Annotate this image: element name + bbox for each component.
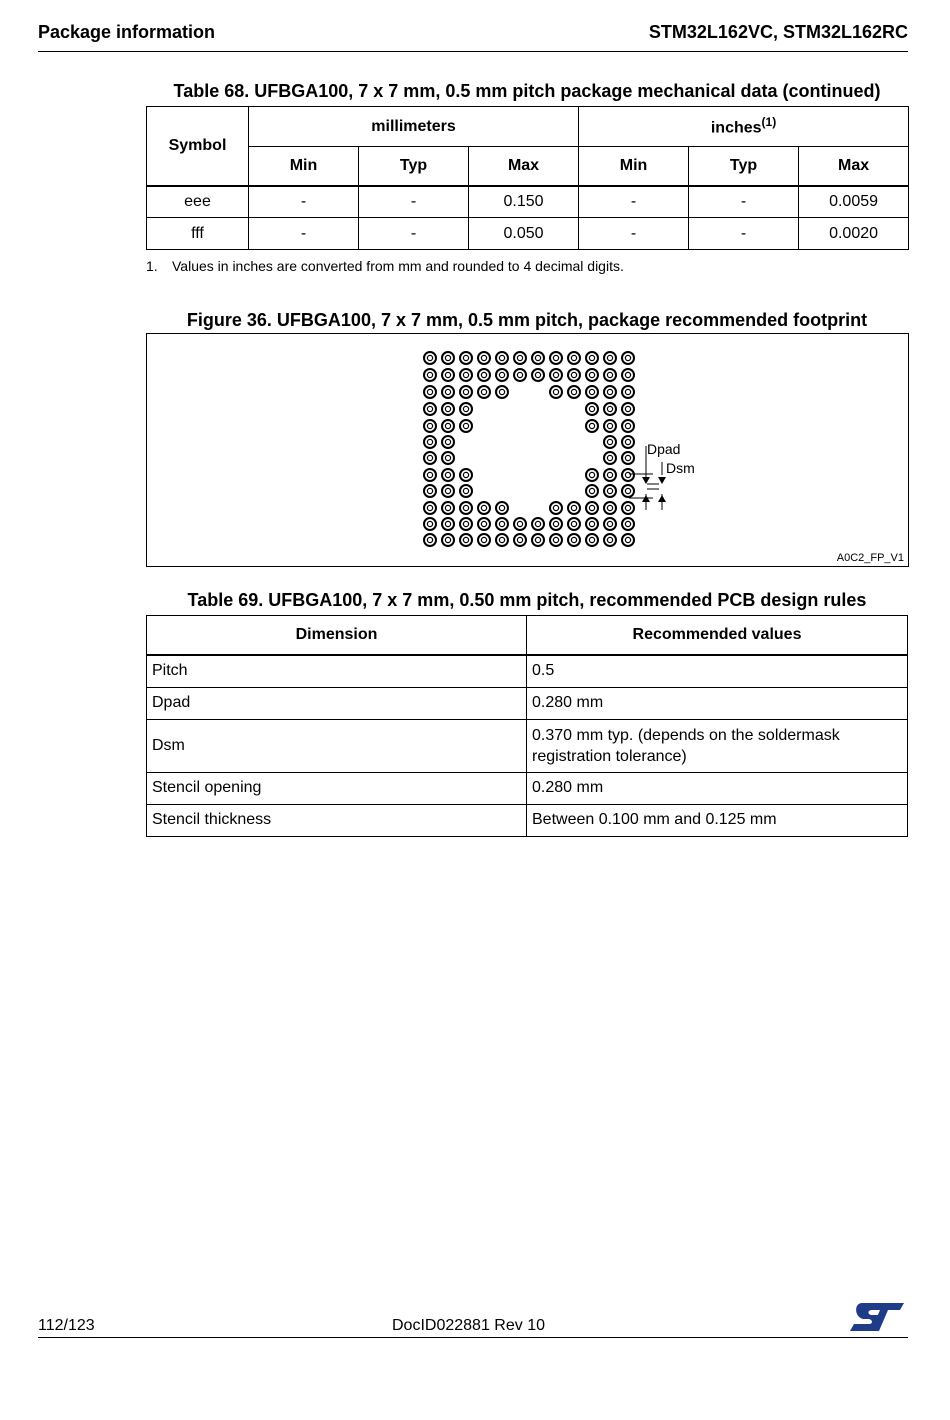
- ball-pad-opening: [481, 355, 486, 360]
- ball-pad-opening: [607, 505, 612, 510]
- table-cell: Pitch: [147, 655, 527, 687]
- sub-header: Min: [579, 147, 689, 186]
- ball-pad: [604, 352, 616, 364]
- table-cell: 0.150: [469, 186, 579, 218]
- table-cell: -: [359, 186, 469, 218]
- table-cell: -: [359, 218, 469, 250]
- ball-pad: [478, 352, 490, 364]
- ball-pad: [424, 452, 436, 464]
- ball-pad-opening: [427, 537, 432, 542]
- ball-pad-opening: [589, 521, 594, 526]
- ball-pad: [424, 502, 436, 514]
- ball-pad: [424, 386, 436, 398]
- ball-pad: [622, 452, 634, 464]
- ball-pad: [460, 485, 472, 497]
- ball-pad: [568, 502, 580, 514]
- ball-pad-opening: [535, 355, 540, 360]
- sub-header: Typ: [689, 147, 799, 186]
- ball-pad: [496, 352, 508, 364]
- ball-pad-opening: [463, 355, 468, 360]
- ball-pad-opening: [553, 372, 558, 377]
- ball-pad: [586, 369, 598, 381]
- ball-pad-opening: [463, 389, 468, 394]
- ball-pad: [496, 502, 508, 514]
- ball-pad: [550, 352, 562, 364]
- ball-pad-opening: [607, 406, 612, 411]
- ball-pad-opening: [571, 372, 576, 377]
- ball-pad: [604, 518, 616, 530]
- ball-pad: [550, 369, 562, 381]
- ball-pad-opening: [589, 423, 594, 428]
- ball-pad-opening: [589, 505, 594, 510]
- table-row: [147, 687, 908, 719]
- ball-pad: [514, 352, 526, 364]
- ball-pad-opening: [427, 439, 432, 444]
- header-rule: [38, 51, 908, 52]
- ball-pad: [568, 352, 580, 364]
- ball-pad-opening: [445, 455, 450, 460]
- ball-pad-opening: [427, 406, 432, 411]
- ball-pad-opening: [625, 439, 630, 444]
- mm-header: millimeters: [249, 107, 579, 147]
- ball-pad: [442, 352, 454, 364]
- ball-pad-opening: [445, 372, 450, 377]
- ball-pad: [604, 534, 616, 546]
- ball-pad-opening: [499, 389, 504, 394]
- ball-pad: [460, 352, 472, 364]
- ball-pad-opening: [571, 537, 576, 542]
- ball-pad-opening: [607, 488, 612, 493]
- ball-pad-opening: [445, 505, 450, 510]
- ball-pad: [442, 452, 454, 464]
- ball-pad: [442, 469, 454, 481]
- ball-pad: [460, 403, 472, 415]
- ball-pad: [424, 518, 436, 530]
- ball-pad-opening: [499, 355, 504, 360]
- ball-pad-opening: [535, 372, 540, 377]
- ball-pad-opening: [445, 537, 450, 542]
- ball-pad: [604, 369, 616, 381]
- ball-pad: [424, 403, 436, 415]
- ball-pad-opening: [445, 355, 450, 360]
- ball-pad-opening: [589, 389, 594, 394]
- ball-pad: [442, 518, 454, 530]
- ball-pad-opening: [427, 372, 432, 377]
- ball-pad-opening: [625, 488, 630, 493]
- table-cell: -: [249, 186, 359, 218]
- section-title: Package information: [38, 22, 216, 42]
- ball-pad-opening: [589, 488, 594, 493]
- table68-caption: Table 68. UFBGA100, 7 x 7 mm, 0.5 mm pitch package mechanical data (continued): [173, 81, 881, 101]
- ball-pad-opening: [499, 372, 504, 377]
- ball-pad: [478, 386, 490, 398]
- ball-pad: [586, 534, 598, 546]
- ball-pad: [460, 518, 472, 530]
- ball-pad: [604, 403, 616, 415]
- doc-id: DocID022881 Rev 10: [392, 1317, 545, 1334]
- ball-pad-opening: [517, 537, 522, 542]
- ball-pad-opening: [589, 406, 594, 411]
- ball-pad-opening: [607, 389, 612, 394]
- ball-pad: [622, 518, 634, 530]
- dpad-label: Dpad: [647, 441, 681, 457]
- ball-pad: [604, 485, 616, 497]
- table69-caption: Table 69. UFBGA100, 7 x 7 mm, 0.50 mm pitch, recommended PCB design rules: [187, 590, 867, 610]
- ball-pad-opening: [553, 389, 558, 394]
- ball-pad-opening: [535, 537, 540, 542]
- ball-pad: [532, 534, 544, 546]
- table-cell: -: [579, 186, 689, 218]
- ball-pad-opening: [553, 505, 558, 510]
- ball-pad: [568, 518, 580, 530]
- ball-pad: [424, 352, 436, 364]
- page-number: 112/123: [38, 1317, 95, 1334]
- ball-pad-opening: [427, 472, 432, 477]
- ball-pad: [442, 534, 454, 546]
- ball-pad-opening: [445, 521, 450, 526]
- ball-pad-opening: [499, 537, 504, 542]
- ball-pad-opening: [445, 389, 450, 394]
- ball-pad-opening: [445, 472, 450, 477]
- ball-pad-opening: [445, 406, 450, 411]
- ball-pad: [496, 534, 508, 546]
- table-cell: Dsm: [147, 719, 527, 772]
- ball-pad: [514, 369, 526, 381]
- ball-pad-opening: [625, 537, 630, 542]
- ball-pad-opening: [607, 472, 612, 477]
- ball-pad-opening: [445, 488, 450, 493]
- table-cell: -: [689, 218, 799, 250]
- ball-pad-opening: [589, 472, 594, 477]
- ball-pad: [568, 369, 580, 381]
- dsm-label: Dsm: [666, 460, 695, 476]
- ball-pad: [514, 534, 526, 546]
- ball-pad-opening: [481, 521, 486, 526]
- ball-pad-opening: [607, 455, 612, 460]
- ball-pad-opening: [607, 355, 612, 360]
- ball-pad: [622, 469, 634, 481]
- ball-pad-opening: [589, 372, 594, 377]
- ball-pad-opening: [445, 439, 450, 444]
- ball-pad: [622, 534, 634, 546]
- table-cell: Dpad: [147, 687, 527, 719]
- ball-pad: [622, 436, 634, 448]
- ball-pad-opening: [625, 472, 630, 477]
- ball-pad: [442, 369, 454, 381]
- ball-pad-opening: [481, 505, 486, 510]
- table-row: [147, 772, 908, 804]
- ball-pad: [550, 534, 562, 546]
- ball-pad: [568, 534, 580, 546]
- part-number: STM32L162VC, STM32L162RC: [648, 22, 908, 42]
- ball-pad-opening: [481, 537, 486, 542]
- st-logo-icon: [848, 1301, 906, 1333]
- ball-pad: [478, 518, 490, 530]
- sub-header: Typ: [359, 147, 469, 186]
- ball-pad: [586, 518, 598, 530]
- ball-pad: [532, 518, 544, 530]
- ball-pad-opening: [463, 372, 468, 377]
- table-row: [147, 218, 909, 250]
- table-row: [147, 804, 908, 836]
- ball-pad: [442, 386, 454, 398]
- sub-header: Max: [799, 147, 909, 186]
- ball-pad: [424, 485, 436, 497]
- table-cell: -: [249, 218, 359, 250]
- table-cell: Stencil opening: [147, 772, 527, 804]
- dimension-header: Dimension: [147, 616, 527, 656]
- ball-pad: [568, 386, 580, 398]
- ball-pad: [478, 534, 490, 546]
- table-cell: eee: [147, 186, 249, 218]
- values-header: Recommended values: [527, 616, 908, 656]
- table-cell: 0.5: [527, 655, 908, 687]
- ball-pad: [586, 420, 598, 432]
- ball-pad-opening: [625, 521, 630, 526]
- ball-pad-opening: [445, 423, 450, 428]
- ball-pad: [532, 352, 544, 364]
- ball-pad: [496, 369, 508, 381]
- ball-pad: [424, 420, 436, 432]
- ball-pad: [460, 369, 472, 381]
- ball-pad-opening: [499, 521, 504, 526]
- ball-pad: [604, 436, 616, 448]
- ball-pad: [604, 452, 616, 464]
- ball-pad: [586, 502, 598, 514]
- inch-header: inches: [710, 119, 762, 137]
- ball-pad-opening: [625, 389, 630, 394]
- ball-pad-opening: [625, 505, 630, 510]
- figure36-caption: Figure 36. UFBGA100, 7 x 7 mm, 0.5 mm pitch, package recommended footprint: [186, 310, 868, 330]
- ball-pad-opening: [607, 521, 612, 526]
- ball-pad: [622, 502, 634, 514]
- ball-pad: [586, 386, 598, 398]
- ball-pad: [424, 436, 436, 448]
- ball-pad: [586, 403, 598, 415]
- ball-pad: [550, 386, 562, 398]
- ball-pad-opening: [553, 537, 558, 542]
- table69: [146, 615, 908, 837]
- ball-pad-opening: [571, 505, 576, 510]
- table-cell: 0.370 mm typ. (depends on the soldermask registration tolerance): [527, 719, 908, 772]
- ball-pad: [532, 369, 544, 381]
- table-cell: -: [689, 186, 799, 218]
- ball-pad-opening: [517, 521, 522, 526]
- ball-pad-opening: [427, 423, 432, 428]
- ball-pad-opening: [571, 389, 576, 394]
- symbol-header: Symbol: [147, 107, 249, 186]
- ball-pad: [550, 502, 562, 514]
- ball-pad-opening: [463, 521, 468, 526]
- ball-pad-opening: [589, 355, 594, 360]
- inch-note-ref: (1): [761, 115, 777, 130]
- ball-pad: [460, 386, 472, 398]
- ball-pad-opening: [553, 521, 558, 526]
- table-cell: Stencil thickness: [147, 804, 527, 836]
- ball-pad-opening: [463, 406, 468, 411]
- ball-pad-opening: [625, 355, 630, 360]
- ball-pad: [442, 436, 454, 448]
- table-cell: fff: [147, 218, 249, 250]
- ball-pad-opening: [481, 372, 486, 377]
- ball-pad: [442, 420, 454, 432]
- ball-pad-opening: [427, 355, 432, 360]
- ball-pad: [478, 369, 490, 381]
- ball-pad: [442, 485, 454, 497]
- ball-pad: [424, 369, 436, 381]
- ball-pad: [496, 518, 508, 530]
- ball-pad: [622, 369, 634, 381]
- ball-pad: [586, 352, 598, 364]
- ball-pad-opening: [463, 472, 468, 477]
- ball-pad: [586, 469, 598, 481]
- ball-pad-opening: [427, 488, 432, 493]
- ball-pad: [496, 386, 508, 398]
- ball-pad-opening: [607, 423, 612, 428]
- ball-pad: [622, 352, 634, 364]
- ball-pad-opening: [535, 521, 540, 526]
- footnote-text: Values in inches are converted from mm and rounded to 4 decimal digits.: [172, 258, 624, 274]
- ball-pad: [586, 485, 598, 497]
- ball-pad: [622, 485, 634, 497]
- table-cell: 0.0059: [799, 186, 909, 218]
- ball-pad: [604, 469, 616, 481]
- ball-pad: [514, 518, 526, 530]
- sub-header: Max: [469, 147, 579, 186]
- ball-pad: [622, 420, 634, 432]
- table-cell: -: [579, 218, 689, 250]
- ball-pad: [442, 403, 454, 415]
- ball-pad-opening: [499, 505, 504, 510]
- table68: [146, 106, 909, 250]
- ball-pad-opening: [607, 372, 612, 377]
- table-cell: 0.0020: [799, 218, 909, 250]
- ball-pad-opening: [463, 423, 468, 428]
- ball-pad: [424, 534, 436, 546]
- ball-pad: [604, 386, 616, 398]
- ball-pad: [460, 420, 472, 432]
- ball-pad: [604, 502, 616, 514]
- ball-pad-opening: [607, 537, 612, 542]
- ball-pad-opening: [607, 439, 612, 444]
- ball-pad-opening: [427, 389, 432, 394]
- sub-header: Min: [249, 147, 359, 186]
- ball-pad: [550, 518, 562, 530]
- ball-pad-opening: [625, 372, 630, 377]
- footnote-number: 1.: [146, 258, 158, 274]
- ball-pad-opening: [463, 488, 468, 493]
- ball-pad-grid: [424, 352, 634, 546]
- ball-pad-opening: [571, 521, 576, 526]
- footer-rule: [38, 1337, 908, 1338]
- ball-pad: [424, 469, 436, 481]
- footprint-figure: [146, 333, 909, 567]
- figure-ref: A0C2_FP_V1: [836, 552, 904, 564]
- ball-pad-opening: [571, 355, 576, 360]
- ball-pad: [460, 502, 472, 514]
- ball-pad-opening: [589, 537, 594, 542]
- ball-pad: [622, 403, 634, 415]
- ball-pad-opening: [463, 505, 468, 510]
- ball-pad-opening: [427, 455, 432, 460]
- ball-pad: [460, 534, 472, 546]
- table-cell: Between 0.100 mm and 0.125 mm: [527, 804, 908, 836]
- ball-pad-opening: [517, 355, 522, 360]
- ball-pad-opening: [463, 537, 468, 542]
- ball-pad-opening: [517, 372, 522, 377]
- ball-pad: [442, 502, 454, 514]
- ball-pad-opening: [427, 505, 432, 510]
- inch-header-cell: [579, 107, 909, 147]
- ball-pad: [478, 502, 490, 514]
- table-row: [147, 655, 908, 687]
- footprint-diagram: [147, 334, 908, 566]
- ball-pad: [604, 420, 616, 432]
- table-cell: 0.280 mm: [527, 772, 908, 804]
- ball-pad-opening: [427, 521, 432, 526]
- ball-pad: [460, 469, 472, 481]
- table-cell: 0.050: [469, 218, 579, 250]
- table-row: [147, 719, 908, 772]
- ball-pad-opening: [625, 455, 630, 460]
- ball-pad: [622, 386, 634, 398]
- table-row: [147, 186, 909, 218]
- ball-pad-opening: [625, 423, 630, 428]
- ball-pad-opening: [481, 389, 486, 394]
- table-cell: 0.280 mm: [527, 687, 908, 719]
- ball-pad-opening: [553, 355, 558, 360]
- ball-pad-opening: [625, 406, 630, 411]
